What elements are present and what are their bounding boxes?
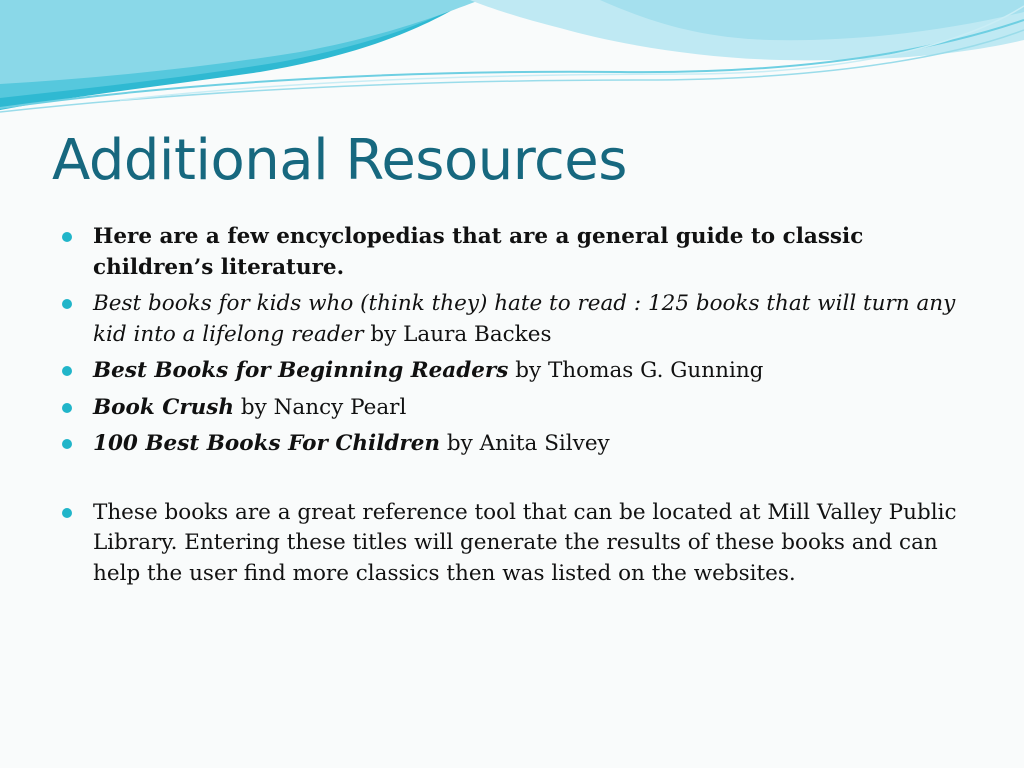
book-author: by Thomas G. Gunning	[508, 358, 764, 383]
book-author: by Nancy Pearl	[234, 394, 407, 420]
bullet-icon	[62, 299, 72, 309]
bullet-icon	[62, 439, 72, 449]
list-item	[62, 222, 962, 283]
list-item	[62, 429, 962, 460]
slide-title: Additional Resources	[52, 128, 627, 193]
header-wave-decoration	[0, 0, 1024, 120]
book-author: by Anita Silvey	[440, 431, 610, 456]
book-author: by Laura Backes	[363, 321, 552, 347]
summary-text: These books are a great reference tool that can be located at Mill Valley Public Library. Entering these titles will generate the results of these books and can help the user find more classics then was listed on the websites.	[93, 499, 957, 586]
intro-text: Here are a few encyclopedias that are a general guide to classic children’s literature.	[93, 224, 864, 280]
list-item	[62, 356, 962, 387]
book-title: 100 Best Books For Children	[93, 431, 441, 456]
list-item	[62, 289, 962, 350]
list-item	[62, 393, 962, 424]
bullet-icon	[62, 232, 72, 242]
book-title: Best Books for Beginning Readers	[93, 358, 509, 383]
list-item	[62, 498, 962, 590]
bullet-icon	[62, 366, 72, 376]
bullet-icon	[62, 403, 72, 413]
book-title: Best books for kids who (think they) hate to read : 125 books that will turn any kid into a lifelong reader	[93, 291, 956, 347]
bullet-icon	[62, 508, 72, 518]
bullet-list	[62, 222, 962, 595]
book-title: Book Crush	[93, 394, 235, 420]
